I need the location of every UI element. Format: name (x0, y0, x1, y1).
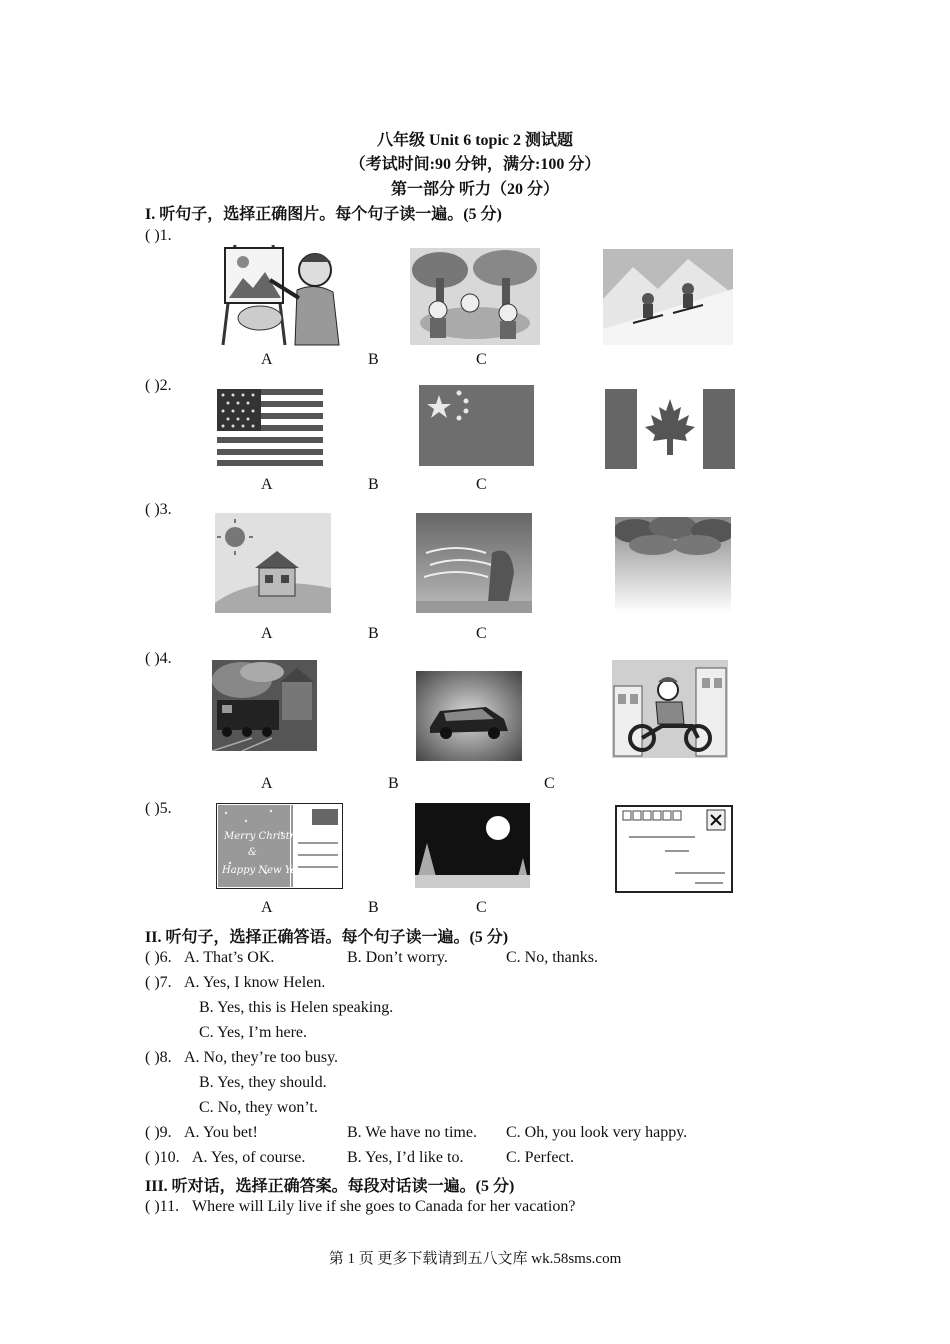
option-label-a: A (261, 775, 273, 792)
q9-option-c: C. Oh, you look very happy. (506, 1124, 688, 1141)
question-1-number: ( )1. (145, 227, 172, 244)
picnic-icon (410, 248, 540, 345)
q7-option-b: B. Yes, this is Helen speaking. (199, 999, 394, 1016)
page-footer: 第 1 页 更多下载请到五八文库 wk.58sms.com (328, 1251, 622, 1267)
q6-option-a: A. That’s OK. (184, 949, 275, 966)
q7-option-c: C. Yes, I’m here. (199, 1024, 307, 1041)
exam-info: （考试时间:90 分钟，满分:100 分） (349, 156, 601, 173)
option-label-b: B (388, 775, 399, 792)
option-label-b: B (368, 476, 379, 493)
q8-option-b: B. Yes, they should. (199, 1074, 327, 1091)
q10-option-c: C. Perfect. (506, 1149, 574, 1166)
q9-option-b: B. We have no time. (347, 1124, 477, 1141)
cloudy-sky-icon (615, 517, 731, 613)
car-icon (416, 671, 522, 761)
question-9-number: ( )9. (145, 1124, 172, 1141)
painter-icon (215, 240, 345, 348)
option-label-c: C (544, 775, 555, 792)
envelope-icon (615, 805, 733, 893)
q6-option-b: B. Don’t worry. (347, 949, 448, 966)
option-label-a: A (261, 476, 273, 493)
section-2-heading: II. 听句子，选择正确答语。每个句子读一遍。(5 分) (145, 929, 509, 946)
christmas-card-icon (216, 803, 343, 889)
moon-night-icon (415, 803, 530, 888)
motorbike-icon (612, 660, 728, 758)
question-2-number: ( )2. (145, 377, 172, 394)
train-icon (212, 660, 317, 751)
option-label-c: C (476, 476, 487, 493)
q8-option-a: A. No, they’re too busy. (184, 1049, 339, 1066)
option-label-c: C (476, 625, 487, 642)
question-8-number: ( )8. (145, 1049, 172, 1066)
option-label-a: A (261, 899, 273, 916)
skiing-icon (603, 249, 733, 345)
page-title: 八年级 Unit 6 topic 2 测试题 (376, 132, 573, 149)
part-heading: 第一部分 听力（20 分） (390, 181, 559, 198)
question-4-number: ( )4. (145, 650, 172, 667)
card-line-2: & (248, 847, 257, 858)
card-line-1: Merry Christmas (224, 831, 311, 842)
question-5-number: ( )5. (145, 800, 172, 817)
section-1-heading: I. 听句子，选择正确图片。每个句子读一遍。(5 分) (145, 206, 502, 223)
question-7-number: ( )7. (145, 974, 172, 991)
question-11-text: Where will Lily live if she goes to Canada for her vacation? (192, 1198, 576, 1215)
q6-option-c: C. No, thanks. (506, 949, 598, 966)
card-line-3: Happy New Year (222, 865, 308, 876)
option-label-a: A (261, 351, 273, 368)
question-10-number: ( )10. (145, 1149, 180, 1166)
us-flag-icon (217, 389, 323, 466)
option-label-c: C (476, 351, 487, 368)
option-label-a: A (261, 625, 273, 642)
q10-option-a: A. Yes, of course. (192, 1149, 306, 1166)
question-11-number: ( )11. (145, 1198, 180, 1215)
option-label-b: B (368, 899, 379, 916)
canada-flag-icon (605, 389, 735, 469)
question-6-number: ( )6. (145, 949, 172, 966)
china-flag-icon (419, 385, 534, 466)
windstorm-icon (416, 513, 532, 613)
option-label-b: B (368, 351, 379, 368)
option-label-b: B (368, 625, 379, 642)
q7-option-a: A. Yes, I know Helen. (184, 974, 326, 991)
sunny-house-icon (215, 513, 331, 613)
option-label-c: C (476, 899, 487, 916)
q10-option-b: B. Yes, I’d like to. (347, 1149, 464, 1166)
q9-option-a: A. You bet! (184, 1124, 258, 1141)
section-3-heading: III. 听对话，选择正确答案。每段对话读一遍。(5 分) (145, 1178, 515, 1195)
question-3-number: ( )3. (145, 501, 172, 518)
q8-option-c: C. No, they won’t. (199, 1099, 318, 1116)
